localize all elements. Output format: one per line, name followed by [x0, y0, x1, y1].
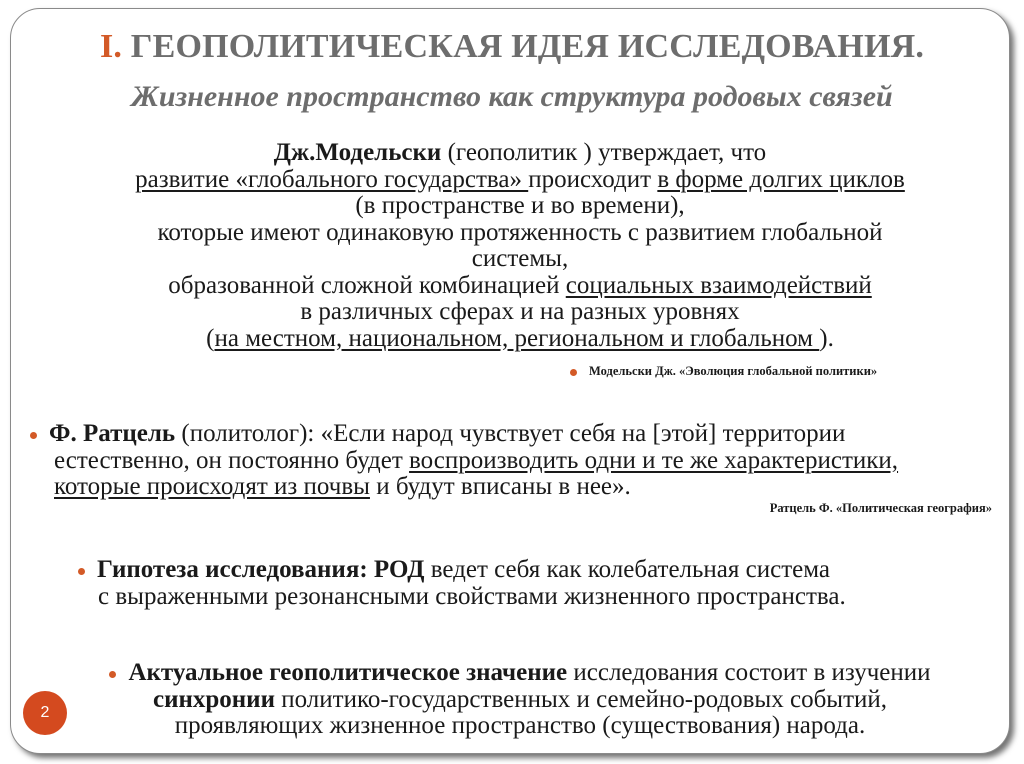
modelski-reference-text: Модельски Дж. «Эволюция глобальной политики»: [589, 364, 878, 378]
hypothesis-line-2: с выраженными резонансными свойствами жизненного пространства.: [98, 582, 846, 610]
ratzel-bullet: [30, 421, 990, 501]
modelski-author: Дж.Модельски: [273, 139, 442, 166]
hypothesis-bullet: [78, 557, 978, 610]
modelski-paren-open: (: [206, 324, 215, 352]
page-number-badge: 2: [23, 691, 67, 735]
slide-frame: [10, 8, 1010, 754]
modelski-line-2: происходит: [528, 165, 658, 193]
slide-title: [0, 28, 1024, 66]
bullet-icon: [30, 432, 37, 439]
modelski-underline-2: в форме долгих циклов: [657, 165, 905, 193]
ratzel-underline-1: воспроизводить одни и те же характеристики,: [409, 446, 899, 474]
modelski-quote: [60, 140, 980, 352]
modelski-line-3: (в пространстве и во времени),: [355, 192, 685, 219]
ratzel-line-3: и будут вписаны в нее».: [369, 473, 631, 500]
relevance-synchrony: синхронии: [152, 685, 275, 713]
hypothesis-label: Гипотеза исследования: РОД: [97, 556, 425, 583]
bullet-icon: [78, 568, 85, 575]
modelski-line-1: (геополитик ) утверждает, что: [441, 139, 767, 166]
bullet-icon: [570, 369, 577, 376]
title-text: ГЕОПОЛИТИЧЕСКАЯ ИДЕЯ ИССЛЕДОВАНИЯ.: [122, 28, 925, 65]
modelski-reference: [570, 364, 877, 379]
modelski-line-5: системы,: [471, 245, 569, 272]
ratzel-line-1: (политолог): «Если народ чувствует себя на [этой] территории: [175, 420, 846, 447]
modelski-underline-3: социальных взаимодействий: [565, 271, 872, 299]
modelski-underline-4: на местном, национальном, региональном и глобальном: [214, 324, 820, 352]
modelski-line-7: в различных сферах и на разных уровнях: [300, 298, 740, 325]
bullet-icon: [109, 671, 116, 678]
ratzel-author: Ф. Ратцель: [49, 420, 176, 447]
ratzel-line-2: естественно, он постоянно будет: [54, 446, 410, 474]
ratzel-reference: Ратцель Ф. «Политическая география»: [769, 501, 992, 515]
relevance-label: Актуальное геополитическое значение: [128, 659, 568, 686]
relevance-bullet: [40, 660, 1000, 740]
relevance-line-3: проявляющих жизненное пространство (существования) народа.: [174, 712, 866, 739]
relevance-line-1: исследования состоит в изучении: [567, 659, 931, 686]
relevance-line-2: политико-государственных и семейно-родовых событий,: [275, 685, 888, 713]
modelski-paren-close: ).: [819, 324, 834, 352]
ratzel-underline-2: которые происходят из почвы: [54, 473, 370, 500]
modelski-line-6: образованной сложной комбинацией: [168, 271, 566, 299]
modelski-line-4: которые имеют одинаковую протяженность с развитием глобальной: [157, 218, 883, 246]
slide-subtitle: Жизненное пространство как структура родовых связей: [131, 80, 893, 113]
section-number: I.: [99, 28, 123, 65]
hypothesis-line-1: ведет себя как колебательная система: [424, 556, 830, 583]
modelski-underline-1: развитие «глобального государства»: [135, 165, 529, 193]
